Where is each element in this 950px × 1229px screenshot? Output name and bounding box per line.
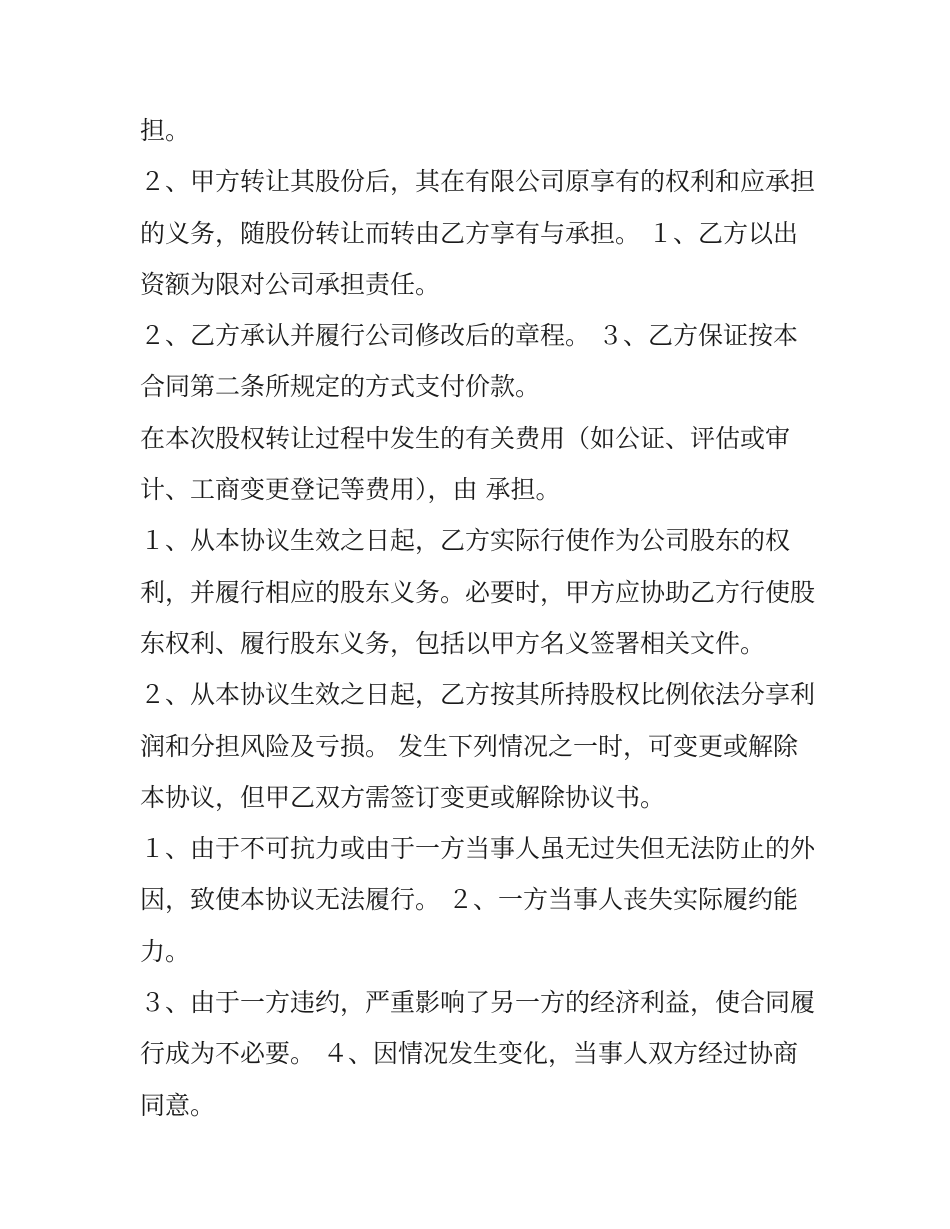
document-body [140,105,820,1131]
text-line: 资额为限对公司承担责任。 [140,269,441,299]
text-line: １、从本协议生效之日起，乙方实际行使作为公司股东的权 [140,526,791,556]
text-line: 合同第二条所规定的方式支付价款。 [140,372,541,402]
text-line: ３、由于一方违约，严重影响了另一方的经济利益，使合同履 [140,988,816,1018]
text-line: ２、乙方承认并履行公司修改后的章程。 ３、乙方保证按本 [140,321,798,351]
text-line: 在本次股权转让过程中发生的有关费用（如公证、评估或审 [140,423,791,453]
text-line: 润和分担风险及亏损。 发生下列情况之一时，可变更或解除 [140,731,798,761]
text-line: 担。 [140,116,191,145]
text-line: 同意。 [140,1090,216,1120]
text-line: 行成为不必要。 ４、因情况发生变化，当事人双方经过协商 [140,1039,798,1069]
text-line: １、由于不可抗力或由于一方当事人虽无过失但无法防止的外 [140,834,816,864]
text-line: 力。 [140,936,191,966]
text-line: 的义务，随股份转让而转由乙方享有与承担。 １、乙方以出 [140,218,798,248]
text-line: ２、甲方转让其股份后，其在有限公司原享有的权利和应承担 [140,167,816,197]
text-line: 本协议，但甲乙双方需签订变更或解除协议书。 [140,782,666,812]
text-line: 东权利、履行股东义务，包括以甲方名义签署相关文件。 [140,628,766,658]
text-line: ２、从本协议生效之日起，乙方按其所持股权比例依法分享利 [140,680,816,710]
text-line: 因，致使本协议无法履行。 ２、一方当事人丧失实际履约能 [140,885,798,915]
text-line: 计、工商变更登记等费用），由 承担。 [140,475,561,505]
text-line: 利，并履行相应的股东义务。必要时，甲方应协助乙方行使股 [140,577,816,607]
